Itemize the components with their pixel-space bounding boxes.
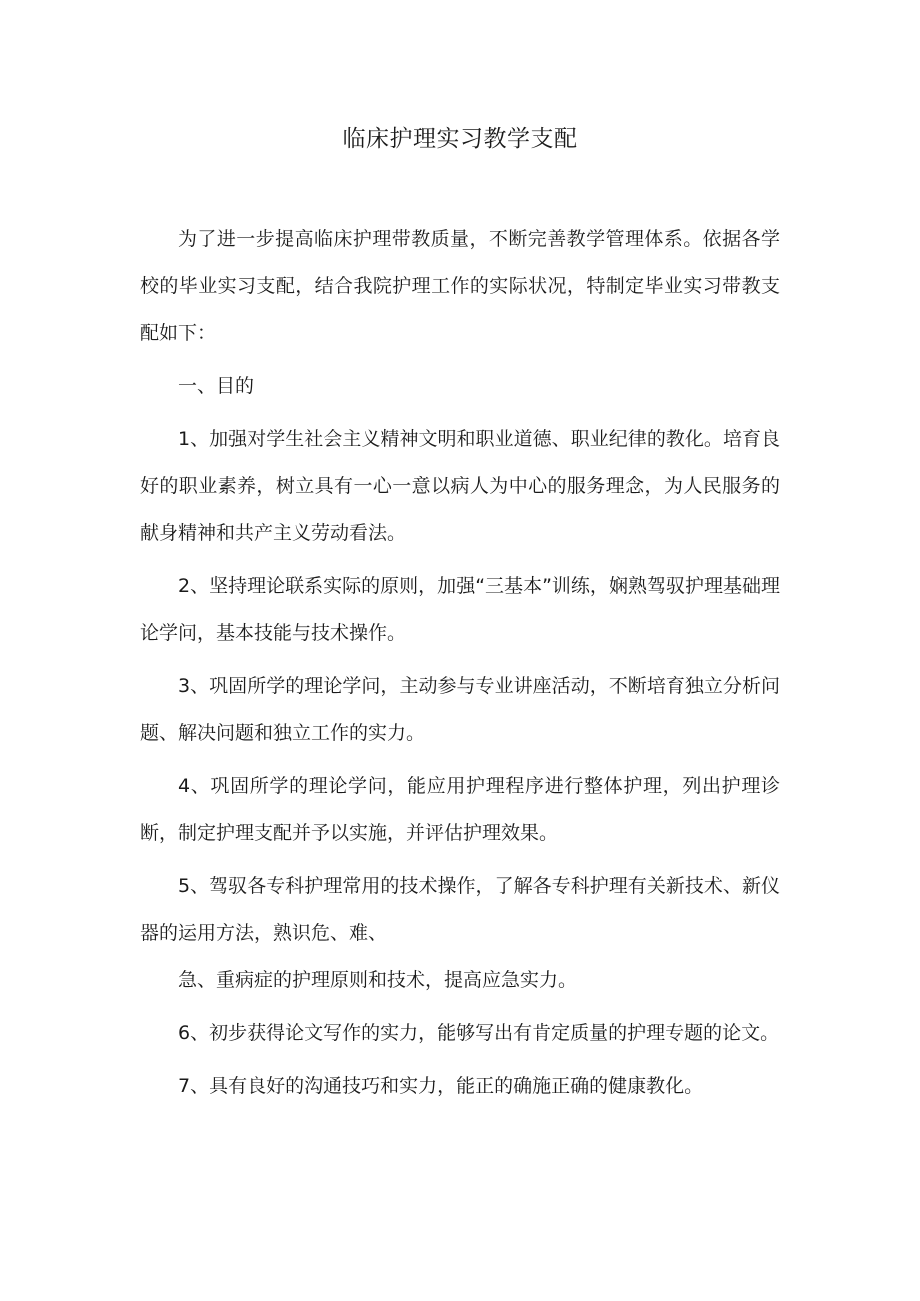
- intro-paragraph: 为了进一步提高临床护理带教质量，不断完善教学管理体系。依据各学校的毕业实习支配，结合我院护理工作的实际状况，特制定毕业实习带教支配如下：: [140, 228, 780, 344]
- document-body: [140, 216, 780, 1116]
- purpose-item-6: 6、初步获得论文写作的实力，能够写出有肯定质量的护理专题的论文。: [178, 1022, 780, 1044]
- purpose-item-7: 7、具有良好的沟通技巧和实力，能正的确施正确的健康教化。: [178, 1075, 704, 1097]
- purpose-item-5-continued: 急、重病症的护理原则和技术，提高应急实力。: [178, 969, 578, 991]
- purpose-item-2: 2、坚持理论联系实际的原则，加强“三基本”训练，娴熟驾驭护理基础理论学问，基本技能与技术操作。: [140, 575, 780, 644]
- section-heading-purpose: 一、目的: [178, 375, 255, 397]
- purpose-item-5: 5、驾驭各专科护理常用的技术操作，了解各专科护理有关新技术、新仪器的运用方法，熟识危、难、: [140, 875, 780, 944]
- purpose-item-3: 3、巩固所学的理论学问，主动参与专业讲座活动，不断培育独立分析问题、解决问题和独立工作的实力。: [140, 675, 780, 744]
- purpose-item-4: 4、巩固所学的理论学问，能应用护理程序进行整体护理，列出护理诊断，制定护理支配并予以实施，并评估护理效果。: [140, 775, 780, 844]
- document-title: 临床护理实习教学支配: [342, 126, 578, 152]
- purpose-item-1: 1、加强对学生社会主义精神文明和职业道德、职业纪律的教化。培育良好的职业素养，树立具有一心一意以病人为中心的服务理念，为人民服务的献身精神和共产主义劳动看法。: [140, 428, 780, 544]
